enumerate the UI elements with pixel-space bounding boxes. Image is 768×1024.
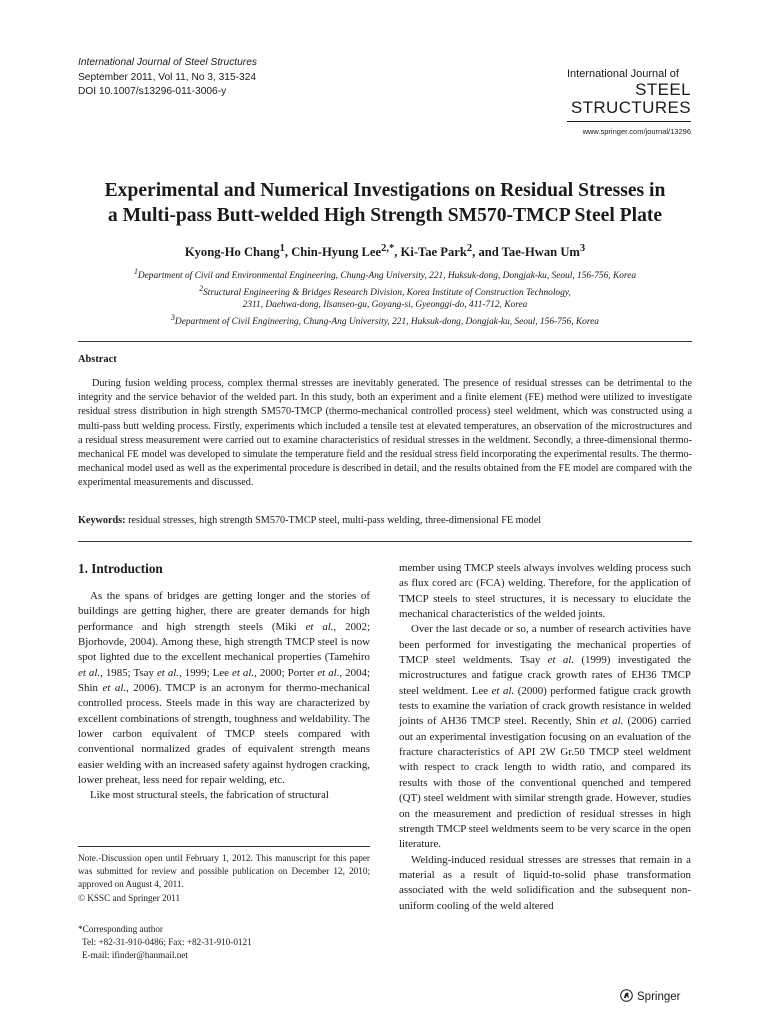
corr-email[interactable]: E-mail: ifinder@hanmail.net — [82, 950, 188, 960]
affiliation-3 — [60, 312, 710, 329]
text-run: , 2002; Bjorhovde, 2004). Among these, high strength TMCP steel is now spot lighted due to the excellent mechanical properties (Tamehiro — [78, 620, 370, 664]
affil-sup: 3 — [171, 313, 175, 323]
paragraph: Like most structural steels, the fabrication of structural — [90, 789, 329, 802]
author-sep: , — [284, 245, 292, 260]
text-run: , 2000; Porter — [254, 666, 318, 679]
logo-line-3: STRUCTURES — [567, 99, 691, 122]
logo-line-1: International Journal of — [567, 68, 679, 80]
text-run: Over the last decade or so, a number of research activities have been performed for investigating the mechanical properties of TMCP steel weldments. Tsay — [399, 623, 691, 667]
keywords-text: residual stresses, high strength SM570-TMCP steel, multi-pass welding, three-dimensional FE model — [128, 515, 542, 526]
author-sep: , and — [472, 245, 502, 260]
abstract-heading: Abstract — [78, 354, 117, 365]
author-sup: 2 — [466, 243, 473, 254]
keywords-label: Keywords: — [78, 515, 126, 526]
italic-run: et al. — [78, 666, 101, 679]
journal-name: International Journal of Steel Structures — [78, 57, 257, 68]
text-run: (2000) performed fatigue crack growth tests to examine the variation of crack growth resistance in welded joints of AH36 TMCP steel. Recently, Shin — [399, 684, 691, 728]
author-sup: 2,* — [381, 243, 395, 254]
paper-title — [60, 178, 710, 228]
journal-header — [78, 56, 257, 100]
divider-top — [78, 341, 692, 342]
title-line-1: Experimental and Numerical Investigations on Residual Stresses in — [104, 180, 666, 201]
affiliation-1 — [60, 266, 710, 283]
text-run: , 2004; Shin — [78, 666, 370, 695]
springer-horse-icon — [620, 989, 633, 1005]
author: Tae-Hwan Um — [501, 245, 580, 260]
italic-run: et al. — [547, 654, 575, 667]
author-sup: 1 — [279, 243, 285, 254]
publisher-mark — [620, 989, 680, 1005]
logo-line-2: STEEL — [635, 80, 691, 99]
journal-logo — [567, 68, 691, 136]
affil-text: Department of Civil Engineering, Chung-Ang University, 221, Huksuk-dong, Dongjak-ku, Seoul, 156-756, Korea — [174, 317, 599, 328]
corresponding-author — [78, 923, 370, 962]
text-run: As the spans of bridges are getting longer and the stories of buildings are getting higher, there are greater demands for high performance and high strength steels (Miki — [78, 590, 370, 633]
italic-run: et al. — [231, 666, 255, 679]
paragraph — [399, 622, 691, 852]
text-run: , 1985; Tsay — [100, 666, 157, 679]
author-sup: 3 — [579, 243, 586, 254]
text-run: (1999) investigated the microstructures and fatigue crack growth rates of EH36 TMCP steel weldment. Lee — [399, 654, 692, 697]
left-column — [78, 589, 370, 804]
footnote-note: Note.-Discussion open until February 1, 2012. This manuscript for this paper was submitted for review and possible publication on December 12, 2010; approved on August 4, 2011. — [78, 853, 370, 890]
author: Chin-Hyung Lee — [291, 245, 382, 260]
divider-bottom — [78, 541, 692, 542]
issue-info: September 2011, Vol 11, No 3, 315-324 — [78, 71, 257, 83]
author: Kyong-Ho Chang — [184, 245, 280, 260]
title-line-2: a Multi-pass Butt-welded High Strength SM570-TMCP Steel Plate — [107, 205, 663, 226]
publisher-name: Springer — [637, 991, 681, 1003]
paragraph: Welding-induced residual stresses are stresses that remain in a material as a result of liquid-to-solid phase transformation associated with the weld solidification and the subsequent non-uniform cooling of the weld altered — [399, 853, 691, 912]
section-heading: 1. Introduction — [78, 561, 163, 576]
author-list — [60, 243, 710, 260]
affil-text: Structural Engineering & Bridges Research Division, Korea Institute of Construction Technology, — [203, 287, 571, 298]
affiliation-2 — [60, 283, 710, 300]
journal-url[interactable]: www.springer.com/journal/13296 — [582, 127, 691, 136]
affiliation-2-cont: 2311, Daehwa-dong, Ilsanseo-gu, Goyang-si, Gyeonggi-do, 411-712, Korea — [242, 300, 528, 311]
author-sep: , — [394, 245, 401, 260]
abstract-body: During fusion welding process, complex thermal stresses are inevitably generated. The presence of residual stresses can be detrimental to the integrity and the service behavior of the welded part. In this study, both an experiment and a finite element (FE) method were utilized to investigate residual stress distribution in high strength SM570-TMCP (thermo-mechanical controlled process) steel weldment, which was constructed using a multi-pass butt welding process. Firstly, experiments which included a tensile test at elevated temperatures, an observation of the microstructures and a residual stress measurement were carried out to examine characteristics of residual stresses in the weldment. Secondly, a three-dimensional thermo-mechanical FE model was developed to simulate the temperature field and the residual stress field incorporating the experimental results. The thermo-mechanical model used as well as the experimental procedure is described in detail, and the results obtained from the FE model are compared with the experimental measurements and discussed. — [78, 378, 692, 489]
italic-run: et al. — [102, 682, 127, 695]
italic-run: et al. — [156, 666, 180, 679]
author: Ki-Tae Park — [400, 245, 467, 260]
italic-run: et al. — [305, 620, 334, 633]
footnote — [78, 852, 370, 905]
italic-run: et al. — [317, 666, 340, 679]
affil-sup: 1 — [133, 267, 138, 276]
text-run: , 1999; Lee — [179, 666, 232, 679]
text-run: (2006) carried out an experimental investigation focusing on an evaluation of the fracture characteristics of API 2W Gr.50 TMCP steel weldment with respect to crack length to width ratio, and compared its results with those of the conventional quenched and tempered (QT) steel weldment with similar strength grade. However, studies on the measurement and prediction of residual stresses in high strength TMCP steel weldments seem to be very scarce in the open literature. — [399, 715, 691, 851]
italic-run: et al. — [600, 715, 624, 728]
keywords — [78, 515, 692, 526]
doi: DOI 10.1007/s13296-011-3006-y — [78, 86, 227, 97]
italic-run: et al. — [491, 684, 515, 697]
affiliations — [60, 266, 710, 329]
text-run: , 2006). TMCP is an acronym for thermo-mechanical controlled process. Steels made in this way are characterized by excellent combinations of strength, toughness and weldability. The lower carbon equivalent of TMCP steels compared with conventional normalized grades of equivalent strength means easier welding with an increased safety against hydrogen cracking, lower preheat, less need for repair welding, etc. — [78, 682, 370, 787]
corr-label: *Corresponding author — [78, 924, 163, 934]
affil-text: Department of Civil and Environmental Engineering, Chung-Ang University, 221, Huksuk-dong, Dongjak-ku, Seoul, 156-756, Korea — [137, 271, 637, 282]
affil-sup: 2 — [199, 283, 204, 293]
right-column — [399, 561, 691, 914]
copyright: © KSSC and Springer 2011 — [78, 892, 181, 903]
footnote-divider — [78, 846, 370, 847]
paragraph: member using TMCP steels always involves welding process such as flux cored arc (FCA) welding. Therefore, for the application of TMCP steels to steel structures, it is necessary to elucidate the mechanical characteristics of the welded joints. — [399, 562, 691, 621]
corr-tel: Tel: +82-31-910-0486; Fax: +82-31-910-0121 — [82, 937, 252, 947]
paragraph — [78, 589, 370, 788]
